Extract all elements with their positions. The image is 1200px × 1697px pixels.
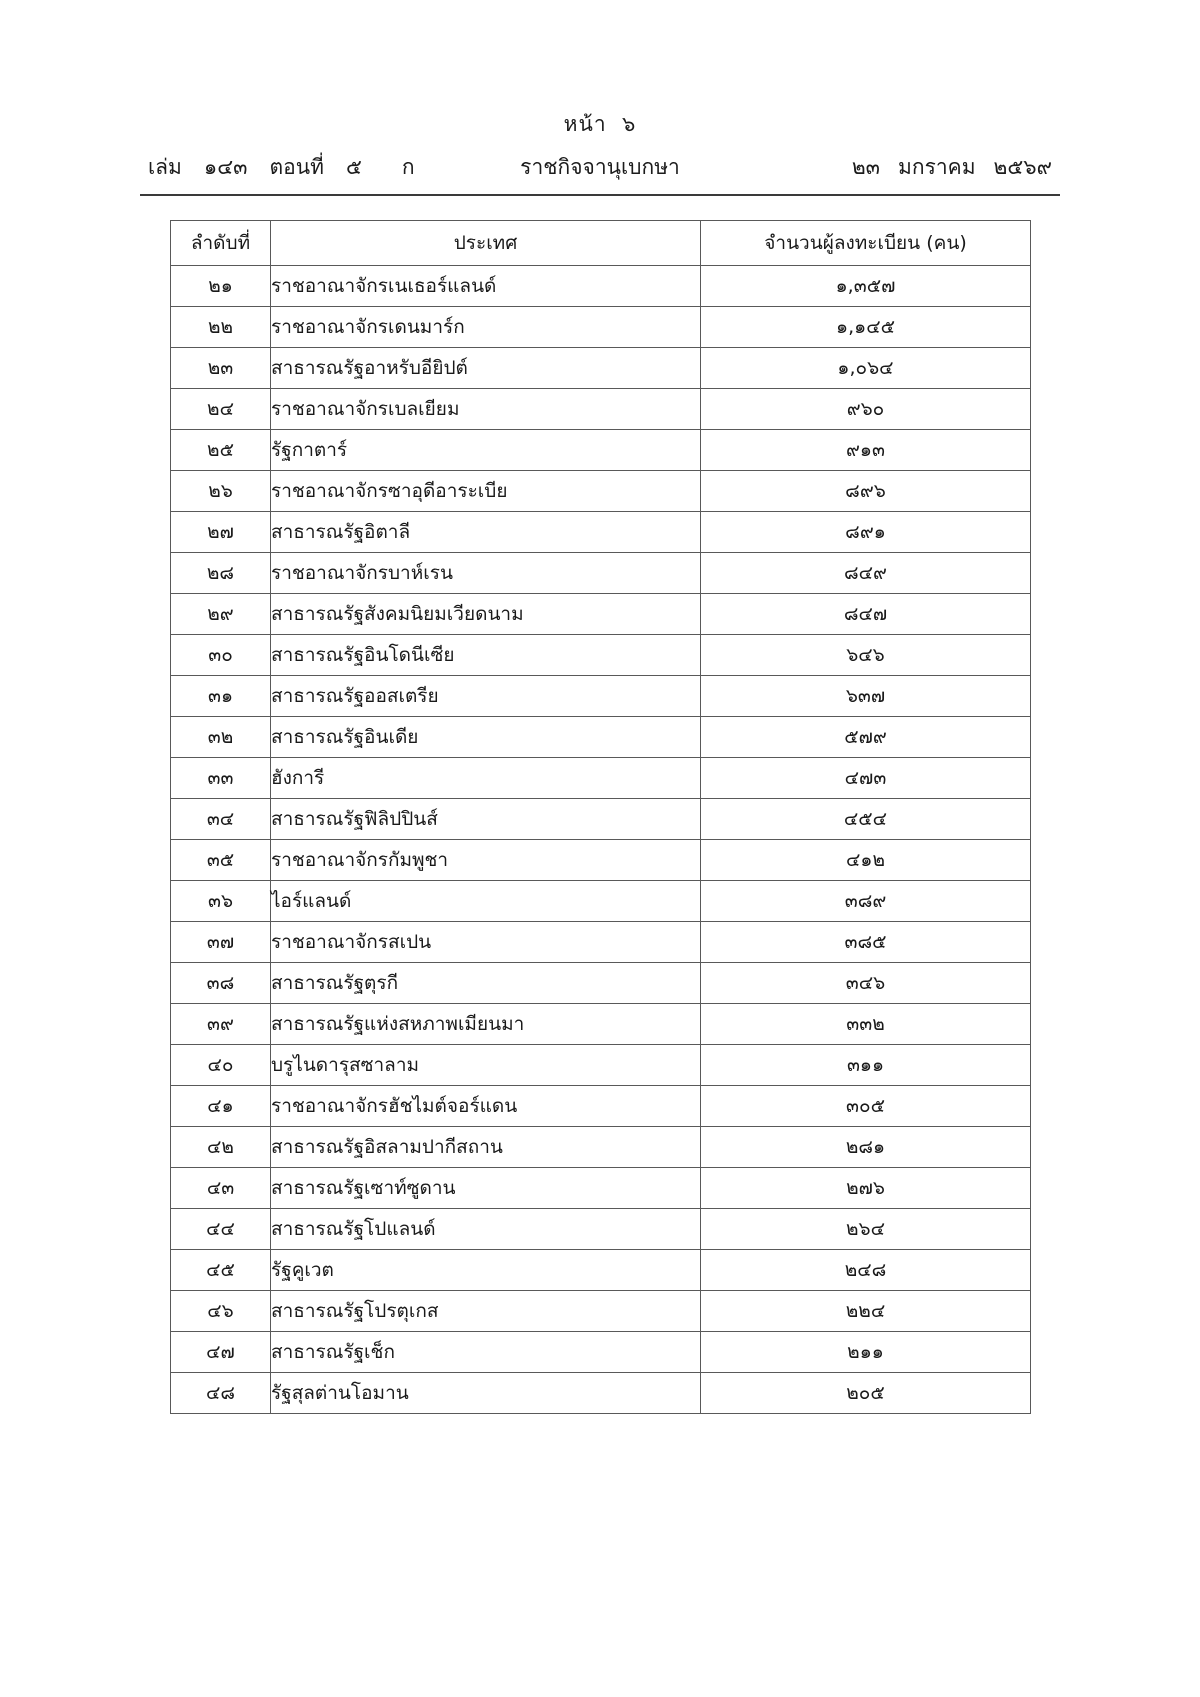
cell-registrant-count: ๓๓๒	[701, 1004, 1031, 1045]
table-row	[171, 1086, 1031, 1127]
publication-month: มกราคม	[898, 155, 976, 179]
cell-country-name: สาธารณรัฐออสเตรีย	[271, 676, 701, 717]
table-head	[171, 221, 1031, 266]
cell-order-number: ๒๓	[171, 348, 271, 389]
page-number: หน้า ๖	[563, 112, 637, 136]
table-row	[171, 430, 1031, 471]
cell-order-number: ๓๕	[171, 840, 271, 881]
table-row	[171, 840, 1031, 881]
gazette-title: ราชกิจจานุเบกษา	[520, 155, 680, 179]
table-header-row	[171, 221, 1031, 266]
table-row	[171, 1168, 1031, 1209]
cell-country-name: สาธารณรัฐฟิลิปปินส์	[271, 799, 701, 840]
cell-country-name: สาธารณรัฐอินเดีย	[271, 717, 701, 758]
cell-country-name: สาธารณรัฐโปแลนด์	[271, 1209, 701, 1250]
table-row	[171, 758, 1031, 799]
cell-country-name: ราชอาณาจักรเบลเยียม	[271, 389, 701, 430]
table-row	[171, 1209, 1031, 1250]
cell-registrant-count: ๔๑๒	[701, 840, 1031, 881]
cell-country-name: ราชอาณาจักรสเปน	[271, 922, 701, 963]
table-row	[171, 922, 1031, 963]
masthead-date-group	[852, 151, 1052, 184]
cell-registrant-count: ๒๘๑	[701, 1127, 1031, 1168]
cell-registrant-count: ๖๓๗	[701, 676, 1031, 717]
table-row	[171, 1045, 1031, 1086]
table-row	[171, 881, 1031, 922]
publication-day: ๒๓	[851, 155, 881, 179]
cell-country-name: สาธารณรัฐอิสลามปากีสถาน	[271, 1127, 701, 1168]
cell-country-name: ราชอาณาจักรเนเธอร์แลนด์	[271, 266, 701, 307]
table-row	[171, 1004, 1031, 1045]
cell-registrant-count: ๕๗๙	[701, 717, 1031, 758]
table-row	[171, 1332, 1031, 1373]
cell-order-number: ๓๗	[171, 922, 271, 963]
cell-order-number: ๔๖	[171, 1291, 271, 1332]
cell-registrant-count: ๒๑๑	[701, 1332, 1031, 1373]
cell-country-name: สาธารณรัฐสังคมนิยมเวียดนาม	[271, 594, 701, 635]
table-row	[171, 1127, 1031, 1168]
cell-order-number: ๒๗	[171, 512, 271, 553]
cell-order-number: ๓๖	[171, 881, 271, 922]
cell-registrant-count: ๑,๑๔๕	[701, 307, 1031, 348]
section-label: ตอนที่	[269, 155, 324, 179]
cell-registrant-count: ๓๔๖	[701, 963, 1031, 1004]
cell-order-number: ๓๑	[171, 676, 271, 717]
cell-country-name: ราชอาณาจักรเดนมาร์ก	[271, 307, 701, 348]
table-row	[171, 1373, 1031, 1414]
cell-registrant-count: ๓๑๑	[701, 1045, 1031, 1086]
table-row	[171, 1291, 1031, 1332]
cell-registrant-count: ๑,๓๕๗	[701, 266, 1031, 307]
cell-country-name: ราชอาณาจักรฮัชไมต์จอร์แดน	[271, 1086, 701, 1127]
registry-table	[170, 220, 1031, 1414]
cell-country-name: สาธารณรัฐโปรตุเกส	[271, 1291, 701, 1332]
cell-country-name: ราชอาณาจักรกัมพูชา	[271, 840, 701, 881]
column-header-count: จำนวนผู้ลงทะเบียน (คน)	[701, 221, 1031, 266]
cell-registrant-count: ๒๔๘	[701, 1250, 1031, 1291]
cell-registrant-count: ๔๕๔	[701, 799, 1031, 840]
cell-country-name: ราชอาณาจักรซาอุดีอาระเบีย	[271, 471, 701, 512]
cell-order-number: ๔๒	[171, 1127, 271, 1168]
table-row	[171, 799, 1031, 840]
cell-order-number: ๓๔	[171, 799, 271, 840]
table-row	[171, 553, 1031, 594]
cell-country-name: ราชอาณาจักรบาห์เรน	[271, 553, 701, 594]
cell-order-number: ๔๔	[171, 1209, 271, 1250]
table-row	[171, 594, 1031, 635]
cell-country-name: รัฐคูเวต	[271, 1250, 701, 1291]
cell-registrant-count: ๒๗๖	[701, 1168, 1031, 1209]
cell-registrant-count: ๙๖๐	[701, 389, 1031, 430]
column-header-order: ลำดับที่	[171, 221, 271, 266]
registry-table-container	[170, 220, 1030, 1414]
cell-registrant-count: ๙๑๓	[701, 430, 1031, 471]
cell-registrant-count: ๒๖๔	[701, 1209, 1031, 1250]
table-row	[171, 266, 1031, 307]
section-class: ก	[401, 155, 415, 179]
cell-country-name: สาธารณรัฐเซาท์ซูดาน	[271, 1168, 701, 1209]
cell-registrant-count: ๘๔๗	[701, 594, 1031, 635]
cell-registrant-count: ๑,๐๖๔	[701, 348, 1031, 389]
cell-country-name: รัฐกาตาร์	[271, 430, 701, 471]
masthead-divider	[140, 194, 1060, 196]
masthead	[140, 0, 1060, 188]
volume-number: ๑๔๓	[203, 155, 248, 179]
volume-label: เล่ม	[148, 155, 182, 179]
cell-registrant-count: ๘๙๖	[701, 471, 1031, 512]
cell-country-name: ฮังการี	[271, 758, 701, 799]
cell-order-number: ๒๙	[171, 594, 271, 635]
cell-order-number: ๒๖	[171, 471, 271, 512]
table-row	[171, 348, 1031, 389]
table-row	[171, 963, 1031, 1004]
cell-order-number: ๓๘	[171, 963, 271, 1004]
cell-order-number: ๓๐	[171, 635, 271, 676]
cell-registrant-count: ๓๘๙	[701, 881, 1031, 922]
masthead-left-group	[148, 151, 415, 184]
table-row	[171, 717, 1031, 758]
cell-order-number: ๔๗	[171, 1332, 271, 1373]
cell-country-name: ไอร์แลนด์	[271, 881, 701, 922]
table-row	[171, 307, 1031, 348]
cell-order-number: ๒๒	[171, 307, 271, 348]
cell-order-number: ๔๐	[171, 1045, 271, 1086]
cell-country-name: สาธารณรัฐอาหรับอียิปต์	[271, 348, 701, 389]
section-number: ๕	[345, 155, 362, 179]
cell-order-number: ๒๔	[171, 389, 271, 430]
cell-registrant-count: ๔๗๓	[701, 758, 1031, 799]
cell-order-number: ๓๒	[171, 717, 271, 758]
table-row	[171, 1250, 1031, 1291]
cell-order-number: ๒๑	[171, 266, 271, 307]
cell-country-name: สาธารณรัฐอิตาลี	[271, 512, 701, 553]
publication-year: ๒๕๖๙	[993, 155, 1052, 179]
table-row	[171, 676, 1031, 717]
table-row	[171, 471, 1031, 512]
cell-country-name: สาธารณรัฐแห่งสหภาพเมียนมา	[271, 1004, 701, 1045]
cell-order-number: ๔๑	[171, 1086, 271, 1127]
cell-registrant-count: ๓๘๕	[701, 922, 1031, 963]
cell-order-number: ๓๙	[171, 1004, 271, 1045]
cell-country-name: บรูไนดารุสซาลาม	[271, 1045, 701, 1086]
cell-registrant-count: ๒๐๕	[701, 1373, 1031, 1414]
cell-country-name: รัฐสุลต่านโอมาน	[271, 1373, 701, 1414]
cell-order-number: ๒๘	[171, 553, 271, 594]
cell-country-name: สาธารณรัฐเช็ก	[271, 1332, 701, 1373]
cell-registrant-count: ๘๙๑	[701, 512, 1031, 553]
cell-registrant-count: ๒๒๔	[701, 1291, 1031, 1332]
cell-order-number: ๔๘	[171, 1373, 271, 1414]
masthead-row	[140, 151, 1060, 188]
table-row	[171, 635, 1031, 676]
cell-registrant-count: ๖๔๖	[701, 635, 1031, 676]
table-row	[171, 389, 1031, 430]
cell-registrant-count: ๓๐๕	[701, 1086, 1031, 1127]
table-row	[171, 512, 1031, 553]
cell-order-number: ๓๓	[171, 758, 271, 799]
cell-registrant-count: ๘๔๙	[701, 553, 1031, 594]
cell-order-number: ๔๕	[171, 1250, 271, 1291]
table-body	[171, 266, 1031, 1414]
cell-country-name: สาธารณรัฐอินโดนีเซีย	[271, 635, 701, 676]
cell-order-number: ๔๓	[171, 1168, 271, 1209]
cell-order-number: ๒๕	[171, 430, 271, 471]
column-header-country: ประเทศ	[271, 221, 701, 266]
cell-country-name: สาธารณรัฐตุรกี	[271, 963, 701, 1004]
